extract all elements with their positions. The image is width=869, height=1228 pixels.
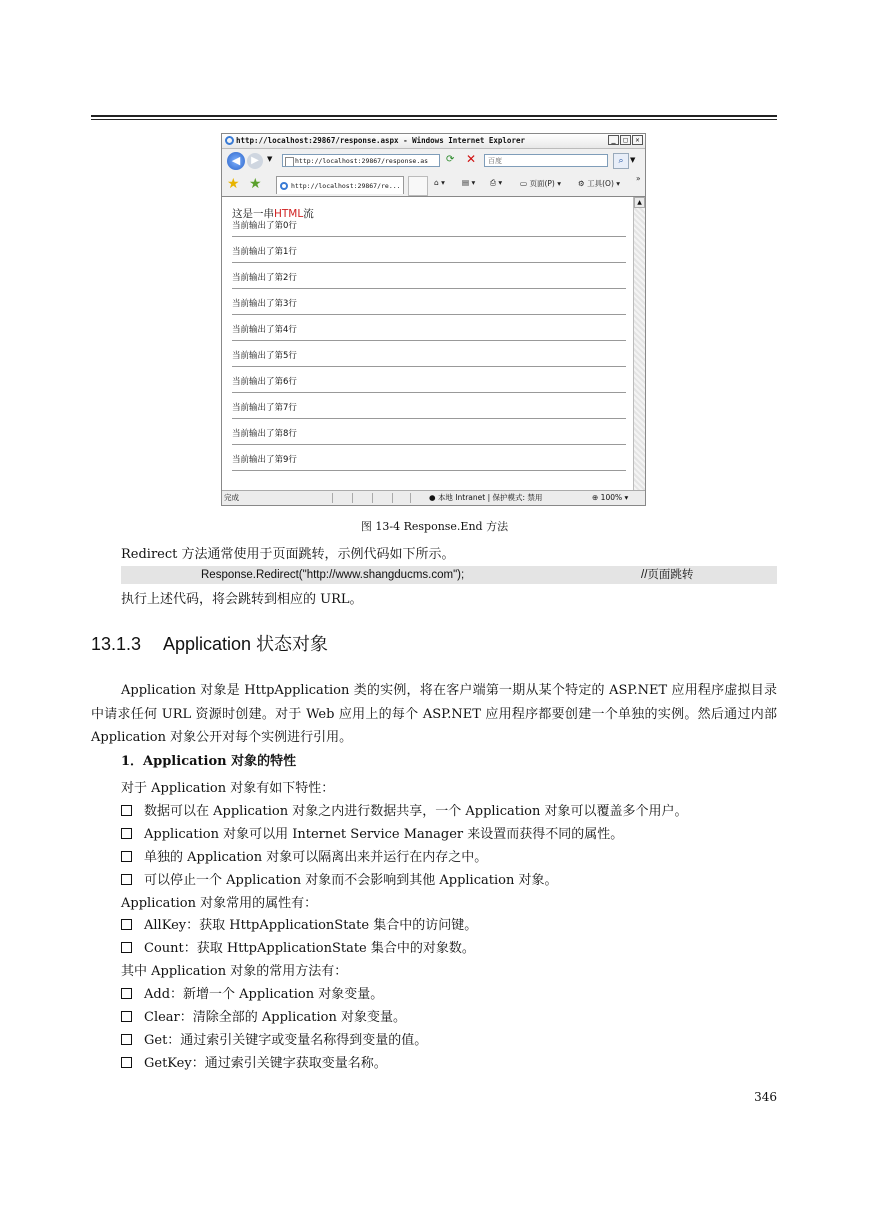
- line-separator: [232, 418, 626, 419]
- features-intro: 对于 Application 对象有如下特性：: [121, 781, 335, 796]
- after-code-text: 执行上述代码，将会跳转到相应的 URL。: [121, 592, 363, 607]
- checkbox-bullet-icon: [121, 919, 132, 930]
- search-input[interactable]: 百度: [484, 154, 608, 167]
- status-zone-text: 本地 Intranet | 保护模式: 禁用: [437, 493, 543, 502]
- add-favorites-icon[interactable]: ★: [249, 176, 262, 192]
- methods: [121, 984, 777, 1076]
- minimize-icon[interactable]: _: [608, 135, 619, 145]
- header-rule-thin: [91, 119, 777, 120]
- history-dropdown-icon[interactable]: ▼: [267, 155, 273, 163]
- close-icon[interactable]: ✕: [632, 135, 643, 145]
- page-menu-label: 页面(P): [529, 179, 555, 188]
- url-input[interactable]: [282, 154, 440, 167]
- tab-bar: [222, 173, 645, 198]
- intro-text: Application 对象是 HttpApplication 类的实例，将在客户端第一期从某个特定的 ASP.NET 应用程序虚拟目录中请求任何 URL 资源时创建。对于 Web 应用上的每个 ASP.NET 应用程序都要创建一个单独的实例。然后通过内部 Application 对象公开对每个实例进行引用。: [91, 683, 777, 745]
- checkbox-bullet-icon: [121, 874, 132, 885]
- scroll-up-icon[interactable]: ▲: [634, 197, 645, 208]
- output-line: 当前输出了第8行: [232, 429, 297, 439]
- output-line: 当前输出了第3行: [232, 299, 297, 309]
- code-statement: Response.Redirect("http://www.shangducms.com");: [201, 569, 465, 581]
- bullet-item: [121, 984, 777, 1007]
- refresh-icon[interactable]: ⟳: [446, 154, 455, 165]
- bullet-text: GetKey：通过索引关键字获取变量名称。: [144, 1055, 387, 1071]
- line-separator: [232, 366, 626, 367]
- checkbox-bullet-icon: [121, 1034, 132, 1045]
- bullet-text: 可以停止一个 Application 对象而不会影响到其他 Application 对象。: [144, 872, 558, 888]
- output-line: 当前输出了第1行: [232, 247, 297, 257]
- browser-tab[interactable]: [276, 176, 404, 194]
- status-done: 完成: [224, 493, 239, 502]
- bullet-item: [121, 915, 777, 938]
- output-line: 当前输出了第7行: [232, 403, 297, 413]
- status-bar: [222, 490, 645, 505]
- bullet-item: [121, 824, 777, 847]
- checkbox-bullet-icon: [121, 828, 132, 839]
- bullet-item: [121, 1030, 777, 1053]
- line-separator: [232, 288, 626, 289]
- line-separator: [232, 262, 626, 263]
- heading-suffix: 流: [303, 208, 314, 220]
- code-block: [121, 566, 777, 584]
- features: [121, 801, 777, 893]
- line-separator: [232, 470, 626, 471]
- output-lines: [232, 221, 626, 471]
- bullet-text: AllKey：获取 HttpApplicationState 集合中的访问键。: [144, 918, 478, 934]
- status-zone: ● 本地 Intranet | 保护模式: 禁用: [429, 493, 543, 502]
- output-line: 当前输出了第6行: [232, 377, 297, 387]
- bullet-text: 单独的 Application 对象可以隔离出来并运行在内存之中。: [144, 849, 488, 865]
- tools-menu-label: 工具(O): [587, 179, 614, 188]
- bullet-item: [121, 1053, 777, 1076]
- checkbox-bullet-icon: [121, 851, 132, 862]
- bullet-text: Get：通过索引关键字或变量名称得到变量的值。: [144, 1032, 428, 1048]
- output-line: 当前输出了第0行: [232, 221, 297, 231]
- output-line: 当前输出了第2行: [232, 273, 297, 283]
- stop-icon[interactable]: ✕: [466, 152, 477, 166]
- tab-label: http://localhost:29867/re...: [291, 182, 401, 190]
- status-divider: [332, 493, 333, 503]
- bullet-item: [121, 847, 777, 870]
- page-icon: [285, 157, 294, 167]
- section-heading: [91, 630, 328, 656]
- window-controls: [608, 135, 643, 145]
- section-title: Application 状态对象: [163, 634, 329, 654]
- status-divider: [352, 493, 353, 503]
- tab-ie-icon: [280, 182, 288, 190]
- page-number: 346: [754, 1090, 777, 1104]
- intro-paragraph: [91, 679, 777, 750]
- page-menu[interactable]: ▭ 页面(P) ▾: [520, 179, 562, 188]
- bullet-text: 数据可以在 Application 对象之内进行数据共享，一个 Application 对象可以覆盖多个用户。: [144, 803, 688, 819]
- checkbox-bullet-icon: [121, 1057, 132, 1068]
- line-separator: [232, 444, 626, 445]
- output-line: 当前输出了第4行: [232, 325, 297, 335]
- search-dropdown-icon[interactable]: ▼: [630, 156, 636, 164]
- line-separator: [232, 314, 626, 315]
- tools-menu[interactable]: ⚙ 工具(O) ▾: [578, 179, 621, 188]
- bullet-text: Add：新增一个 Application 对象变量。: [144, 987, 384, 1003]
- bullet-item: [121, 870, 777, 893]
- new-tab-button[interactable]: [408, 176, 428, 196]
- favorites-star-icon[interactable]: ★: [227, 176, 240, 192]
- line-separator: [232, 236, 626, 237]
- search-icon[interactable]: ⌕: [613, 153, 629, 169]
- chevron-icon[interactable]: »: [636, 174, 641, 183]
- window-title: http://localhost:29867/response.aspx - Windows Internet Explorer: [236, 136, 525, 145]
- status-divider: [410, 493, 411, 503]
- ie-window-figure: [221, 133, 646, 506]
- status-divider: [392, 493, 393, 503]
- props-intro: Application 对象常用的属性有：: [121, 895, 318, 911]
- section-number: 13.1.3: [91, 634, 142, 654]
- zoom-control[interactable]: ⊕ 100% ▾: [592, 493, 629, 502]
- back-button[interactable]: ◀: [227, 152, 245, 170]
- redirect-intro: Redirect 方法通常使用于页面跳转，示例代码如下所示。: [121, 547, 455, 562]
- window-title-bar: [222, 134, 645, 149]
- line-separator: [232, 340, 626, 341]
- heading-red: HTML: [274, 208, 304, 220]
- output-line: 当前输出了第9行: [232, 455, 297, 465]
- checkbox-bullet-icon: [121, 988, 132, 999]
- heading-prefix: 这是一串: [232, 208, 274, 220]
- bullet-item: [121, 801, 777, 824]
- methods-intro: 其中 Application 对象的常用方法有：: [121, 964, 348, 980]
- code-comment: //页面跳转: [641, 569, 694, 581]
- zoom-level: 100%: [600, 493, 623, 502]
- header-rule: [91, 115, 777, 117]
- url-text: http://localhost:29867/response.as: [295, 157, 429, 165]
- output-line: 当前输出了第5行: [232, 351, 297, 361]
- bullet-item: [121, 1007, 777, 1030]
- bullet-item: [121, 938, 777, 961]
- feeds-icon[interactable]: ▤ ▾: [462, 178, 476, 187]
- page-content: [232, 208, 626, 481]
- bullet-text: Clear：清除全部的 Application 对象变量。: [144, 1010, 406, 1026]
- bullet-text: Count：获取 HttpApplicationState 集合中的对象数。: [144, 941, 475, 957]
- vertical-scrollbar[interactable]: [633, 197, 645, 492]
- ie-logo-icon: [225, 136, 234, 145]
- figure-caption: 图 13-4 Response.End 方法: [360, 520, 509, 533]
- subheading: 1．Application 对象的特性: [121, 754, 297, 769]
- content-heading: [232, 208, 626, 221]
- forward-button[interactable]: ▶: [247, 153, 263, 169]
- feature-list: [121, 778, 777, 1076]
- checkbox-bullet-icon: [121, 1011, 132, 1022]
- print-icon[interactable]: ⎙ ▾: [490, 178, 503, 187]
- checkbox-bullet-icon: [121, 805, 132, 816]
- address-bar: [222, 149, 645, 173]
- props: [121, 915, 777, 961]
- bullet-text: Application 对象可以用 Internet Service Manager 来设置而获得不同的属性。: [144, 826, 624, 842]
- page-viewport: [222, 196, 645, 492]
- line-separator: [232, 392, 626, 393]
- status-divider: [372, 493, 373, 503]
- checkbox-bullet-icon: [121, 942, 132, 953]
- maximize-icon[interactable]: □: [620, 135, 631, 145]
- home-icon[interactable]: ⌂ ▾: [434, 178, 445, 187]
